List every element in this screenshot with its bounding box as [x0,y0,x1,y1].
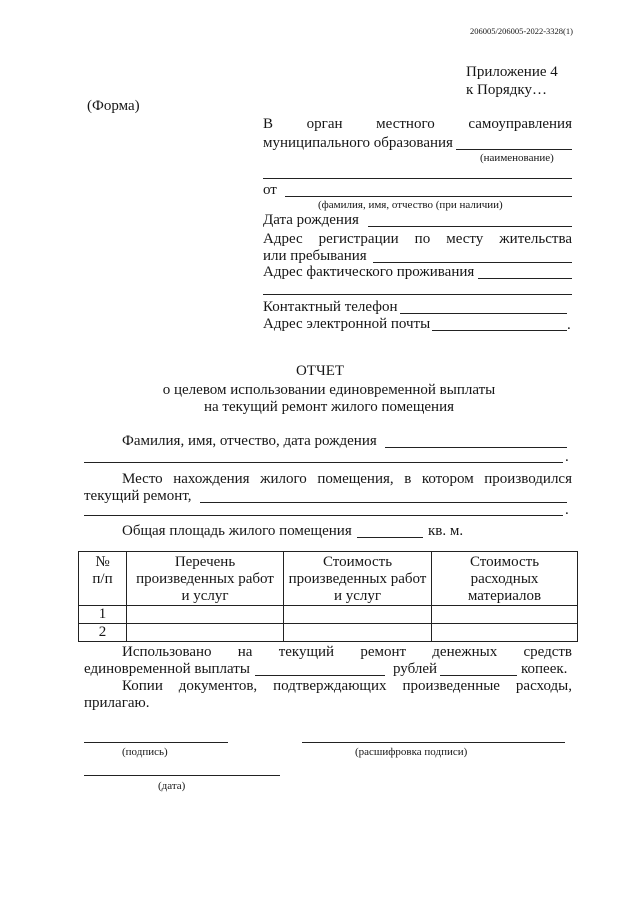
email-line-period: . [567,317,571,333]
email-blank [432,330,567,331]
table-row [79,624,578,642]
table-row [79,606,578,624]
signature-decode-hint: (расшифровка подписи) [355,746,468,758]
rubles-blank [255,675,385,676]
table-header-works: Перечень произведенных работ и услуг [127,552,284,606]
table-cell-works-cost [284,624,432,642]
table-header-materials-cost: Стоимость расходных материалов [432,552,578,606]
location-label: Место нахождения жилого помещения, в котором производился [122,471,572,487]
signature-decode-blank [302,742,565,743]
actual-address-blank-2 [263,294,572,295]
municipality-name-blank [456,149,572,150]
email-label: Адрес электронной почты [263,316,431,332]
table-header-number: № п/п [79,552,127,606]
report-subtitle-line-2: на текущий ремонт жилого помещения [203,399,455,415]
area-blank [357,537,423,538]
appendix-reference: к Порядку… [466,82,547,98]
applicant-name-hint: (фамилия, имя, отчество (при наличии) [318,199,503,211]
registration-address-label-cont: или пребывания [263,248,367,264]
report-title: ОТЧЕТ [295,363,345,379]
fio-blank [385,447,567,448]
addressee-line-2: муниципального образования [263,135,453,151]
fio-line-period: . [565,449,569,465]
from-label: от [263,182,277,198]
actual-address-blank [478,278,572,279]
municipality-name-hint: (наименование) [480,152,554,164]
report-subtitle-line-1: о целевом использовании единовременной выплаты [162,382,496,398]
table-cell-number: 2 [79,624,127,642]
fio-blank-2 [84,462,563,463]
location-line-period: . [565,502,569,518]
table-header-works-cost: Стоимость произведенных работ и услуг [284,552,432,606]
table-cell-works [127,606,284,624]
municipality-name-blank-2 [263,178,572,179]
report-table [78,551,578,642]
table-cell-materials-cost [432,606,578,624]
location-blank-2 [84,515,563,516]
area-label: Общая площадь жилого помещения [122,523,352,539]
registration-number: 206005/206005-2022-3328(1) [470,26,573,36]
funds-used-label: Использовано на текущий ремонт денежных средств [122,644,572,660]
actual-address-label: Адрес фактического проживания [263,264,475,280]
appendix-number: Приложение 4 [466,64,558,80]
table-cell-number: 1 [79,606,127,624]
signature-hint: (подпись) [122,746,168,758]
location-label-cont: текущий ремонт, [84,488,192,504]
table-cell-works [127,624,284,642]
birth-date-label: Дата рождения [263,212,359,228]
phone-label: Контактный телефон [263,299,398,315]
area-unit: кв. м. [428,523,464,539]
table-cell-materials-cost [432,624,578,642]
birth-date-blank [368,226,572,227]
date-blank [84,775,280,776]
kopecks-label: копеек. [521,661,568,677]
kopecks-blank [440,675,517,676]
registration-address-label: Адрес регистрации по месту жительства [263,231,572,247]
location-blank [200,502,567,503]
attachments-statement: Копии документов, подтверждающих произведенные расходы, [122,678,572,694]
signature-blank [84,742,228,743]
form-label: (Форма) [87,98,140,114]
funds-used-label-cont: единовременной выплаты [84,661,250,677]
rubles-label: рублей [393,661,438,677]
table-cell-works-cost [284,606,432,624]
applicant-name-blank [285,196,572,197]
attachments-statement-cont: прилагаю. [84,695,150,711]
phone-blank [400,313,567,314]
fio-label: Фамилия, имя, отчество, дата рождения [122,433,377,449]
date-hint: (дата) [158,780,186,792]
addressee-line-1: В орган местного самоуправления [263,116,572,132]
table-header-row [79,552,578,606]
